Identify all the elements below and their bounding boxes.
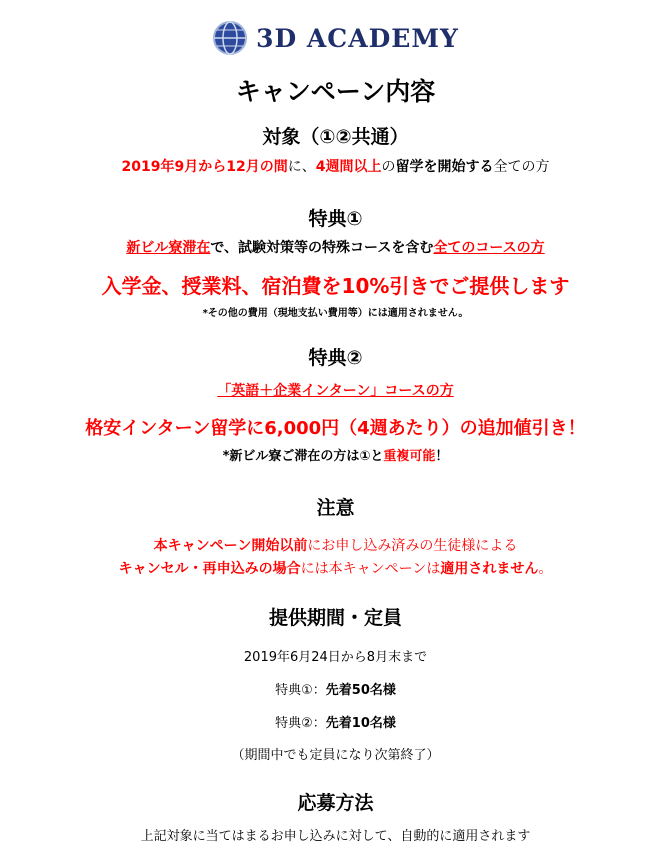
logo-text: 3D ACADEMY	[256, 23, 459, 53]
target-line	[0, 156, 671, 176]
target-text: に、	[287, 159, 316, 175]
apply-heading: 応募方法	[297, 792, 374, 814]
benefit2-note-combinable: 重複可能	[383, 449, 436, 464]
globe-icon	[212, 20, 248, 56]
caution-before: 開始以前	[251, 538, 308, 554]
period-note: （期間中でも定員になり次第終了）	[231, 748, 440, 763]
period-dates: 2019年6月24日から8月末まで	[243, 650, 428, 665]
caution-text: 。	[538, 561, 553, 577]
benefit2-note-text: ！	[435, 449, 449, 464]
target-heading: 対象（①②共通）	[262, 126, 409, 148]
target-text: 全ての方	[493, 159, 550, 175]
period-capacity: 先着50名様	[325, 683, 396, 698]
target-duration: 4週間以上	[315, 159, 382, 175]
benefit2-offer: 格安インターン留学に6,000円（4週あたり）の追加値引き！	[85, 418, 586, 439]
period-benefit2	[0, 712, 671, 731]
benefit2-course: 「英語＋企業インターン」コースの方	[217, 383, 454, 399]
period-heading: 提供期間・定員	[268, 607, 402, 629]
benefit1-dorm: 新ビル寮滞在	[126, 240, 211, 256]
caution-text: 本キャンペーン	[153, 538, 252, 554]
benefit1-line	[0, 237, 671, 257]
benefit2-note-text: *新ビル寮ご滞在の方は①と	[222, 449, 384, 464]
benefit1-offer: 入学金、授業料、宿泊費を10%引きでご提供します	[101, 274, 570, 298]
period-label: 特典②：	[275, 716, 326, 731]
target-period: 2019年9月から12月の間	[121, 159, 288, 175]
target-text: の	[381, 159, 396, 175]
caution-not-applied: 適用されません	[440, 561, 539, 577]
apply-text: 上記対象に当てはまるお申し込みに対して、自動的に適用されます	[140, 829, 531, 844]
target-text: 留学を開始する	[395, 159, 494, 175]
caution-heading: 注意	[316, 497, 355, 519]
caution-text: には本キャンペーンは	[300, 561, 441, 577]
caution-cancel: キャンセル・再申込みの場合	[118, 561, 301, 577]
caution-line2	[0, 558, 671, 578]
caution-line1	[0, 535, 671, 555]
benefit2-heading: 特典②	[308, 347, 363, 369]
benefit2-note	[0, 445, 671, 464]
page-title: キャンペーン内容	[235, 77, 436, 106]
period-capacity: 先着10名様	[325, 716, 396, 731]
caution-text: にお申し込み済みの生徒様による	[307, 538, 518, 554]
benefit1-heading: 特典①	[308, 208, 363, 230]
benefit1-courses: 全てのコースの方	[433, 240, 545, 256]
benefit1-text: で、試験対策等の特殊コースを含む	[210, 240, 434, 256]
logo	[0, 18, 671, 58]
period-label: 特典①：	[275, 683, 326, 698]
benefit1-note: *その他の費用（現地支払い費用等）には適用されません。	[202, 308, 469, 319]
period-benefit1	[0, 679, 671, 698]
